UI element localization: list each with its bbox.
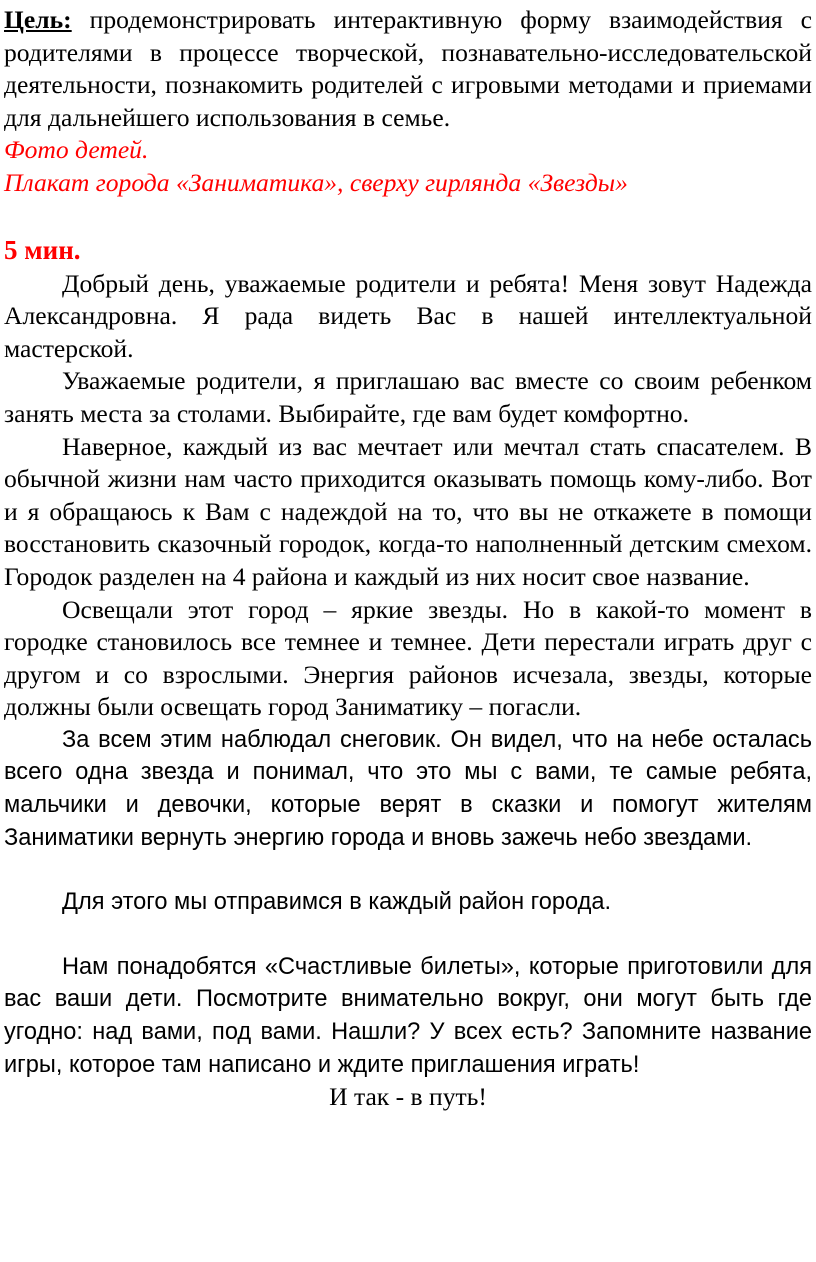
district-line: Для этого мы отправимся в каждый район города. <box>62 889 612 916</box>
goal-paragraph <box>4 4 812 134</box>
time-label: 5 мин. <box>4 234 81 265</box>
tickets-paragraph: Нам понадобятся «Счастливые билеты», которые приготовили для вас ваши дети. Посмотрите внимательно вокруг, они могут быть где угодно: над вами, под вами. Нашли? У всех есть? Запомните название игры, которое там написано и ждите приглашения играть! <box>4 953 812 1078</box>
seating-paragraph: Уважаемые родители, я приглашаю вас вместе со своим ребенком занять места за столами. Выбирайте, где вам будет комфортно. <box>4 366 812 428</box>
goal-text: продемонстрировать интерактивную форму взаимодействия с родителями в процессе творческой, познавательно-исследовательской деятельности, познакомить родителей с игровыми методами и приемами для дальнейшего использования в семье. <box>4 5 812 132</box>
snowman-paragraph: За всем этим наблюдал снеговик. Он видел, что на небе осталась всего одна звезда и понимал, что это мы с вами, те самые ребята, мальчики и девочки, которые верят в сказки и помогут жителям Заниматики вернуть энергию города и вновь зажечь небо звездами. <box>4 726 812 851</box>
closing-line: И так - в путь! <box>329 1082 487 1112</box>
stars-paragraph: Освещали этот город – яркие звезды. Но в какой-то момент в городке становилось все темнее и темнее. Дети перестали играть друг с другом и со взрослыми. Энергия районов исчезала, звезды, которые должны были освещать город Заниматику – погасли. <box>4 594 812 722</box>
goal-label: Цель: <box>4 5 72 34</box>
greeting-paragraph: Добрый день, уважаемые родители и ребята! Меня зовут Надежда Александровна. Я рада видеть Вас в нашей интеллектуальной мастерской. <box>4 268 812 363</box>
note-photo: Фото детей. <box>4 135 149 165</box>
rescuer-paragraph: Наверное, каждый из вас мечтает или мечтал стать спасателем. В обычной жизни нам часто приходится оказывать помощь кому-либо. Вот и я обращаюсь к Вам с надеждой на то, что вы не откажете в помощи восстановить сказочный городок, когда-то наполненный детским смехом. Городок разделен на 4 района и каждый из них носит свое название. <box>4 431 812 591</box>
note-poster: Плакат города «Заниматика», сверху гирлянда «Звезды» <box>4 167 628 197</box>
